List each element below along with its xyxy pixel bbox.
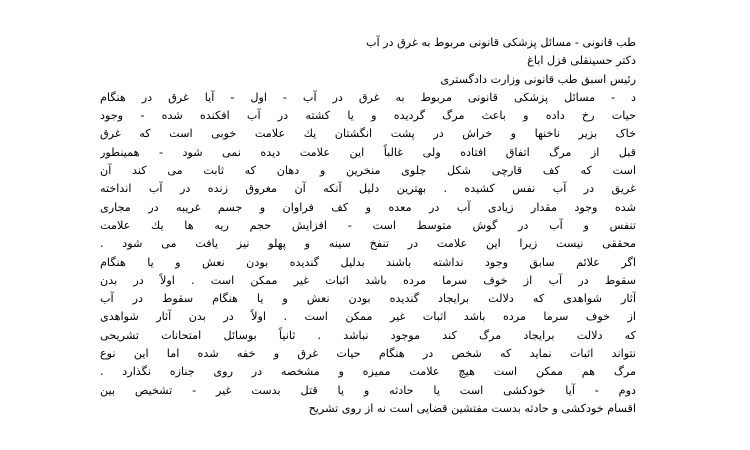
body-line: غریق در آب نفس کشیده . بهترین دلیل آنکه آن مغروق زنده در آب انداخته xyxy=(100,182,636,196)
body-line: دوم - آیا خودکشی است یا حادثه و یا قتل بدست غیر - تشخیص بین xyxy=(100,383,636,397)
body-line: شده وجود مقدار زیادی آب در معده و کف فراوان و جسم غریبه در مجاری xyxy=(100,200,636,214)
document-author: دکتر حسینقلی قزل اباغ xyxy=(527,54,636,68)
body-line: د - مسائل پزشکی قانونی مربوط به غرق در آب - اول - آیا غرق در هنگام xyxy=(100,90,636,104)
body-line: حیات رخ داده و باعث مرگ گردیده و یا کشته در آب افکنده شده - وجود xyxy=(100,109,636,123)
body-line: سقوط در آب از خوف سرما مرده باشد اثبات غیر ممکن است . اولاً در بدن xyxy=(100,273,636,287)
body-line: اقسام خودکشی و حادثه بدست مفتشین قضایی است نه از روی تشریح xyxy=(308,401,636,415)
body-line: خاک بزیر ناخنها و خراش در پشت انگشتان یك علامت خوبی است که غرق xyxy=(100,127,636,141)
body-line: محققی نیست زیرا این علامت در تنفخ سینه و پهلو نیز یافت می شود . xyxy=(100,237,636,251)
document-page xyxy=(100,34,636,418)
body-line: از خوف سرما مرده باشد اثبات غیر ممکن است . اولاً در بدن آثار شواهدی xyxy=(100,310,636,324)
body-line: مرگ هم ممکن است هیچ علامت ممیزه و مشخصه در روی جنازه نگذارد . xyxy=(100,365,636,379)
body-line: آثار شواهدی که دلالت برایجاد گندیده بودن نعش و یا هنگام سقوط در آب xyxy=(100,292,636,306)
body-line: نتواند اثبات نماید که شخص در هنگام حیات غرق و خفه شده اما این نوع xyxy=(100,347,636,361)
document-title: طب قانونی - مسائل پزشکی قانونی مربوط به غرق در آب xyxy=(365,36,636,49)
body-line: که دلالت برایجاد مرگ کند موجود نباشد . ثانیاً بوسائل امتحانات تشریحی xyxy=(100,328,636,342)
body-line: اگر علائم سابق وجود نداشته باشند بدلیل گندیده بودن نعش و یا هنگام xyxy=(100,255,636,269)
document-author-position: رئیس اسبق طب قانونی وزارت دادگستری xyxy=(440,72,636,86)
body-line: است که کف قارچی شکل جلوی منخرین و دهان که ثابت می کند آن xyxy=(100,164,636,178)
body-line: تنفس و آب در گوش متوسط است - افزایش حجم ریه ها یك علامت xyxy=(100,218,636,232)
body-line: قبل از مرگ اتفاق افتاده ولی غالباً این علامت دیده نمی شود - همینطور xyxy=(100,145,636,159)
